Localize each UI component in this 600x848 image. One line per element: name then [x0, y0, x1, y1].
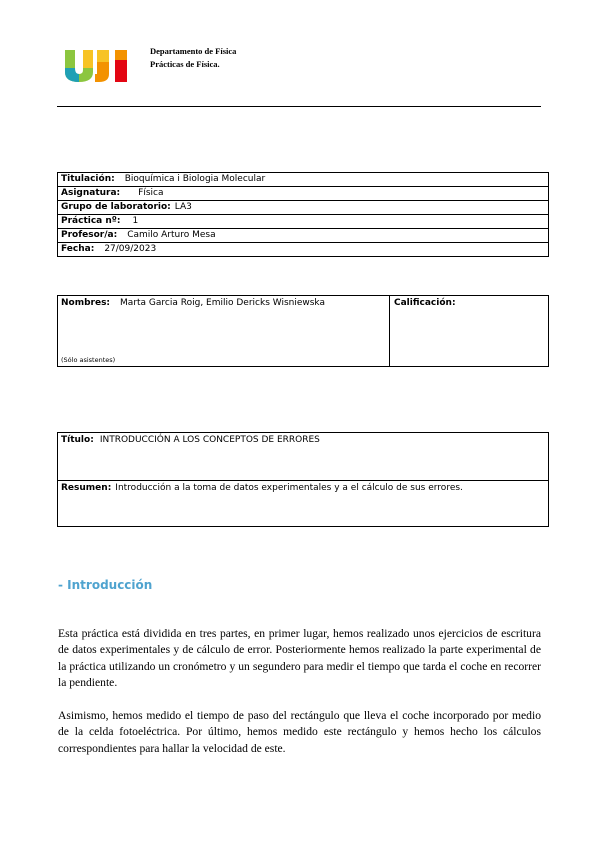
- department-name: Departamento de Física: [150, 46, 237, 56]
- intro-paragraph-1: Esta práctica está dividida en tres partes, en primer lugar, hemos realizado unos ejercicios de escritura de datos experimentales y de cálculo de error. Posteriormente hemos realizado la parte experimental de la práctica utilizando un cronómetro y un segundero para medir el tiempo que tarda el coche en recorrer la pendiente.: [58, 627, 541, 690]
- intro-paragraph-2: Asimismo, hemos medido el tiempo de paso del rectángulo que lleva el coche incorporado por medio de la celda fotoeléctrica. Por último, hemos medido este rectángulo y hemos hecho los cálculos correspondientes para hallar la velocidad de este.: [58, 709, 541, 755]
- summary-value: Introducción a la toma de datos experimentales y a el cálculo de sus errores.: [115, 483, 463, 493]
- students-box: [57, 295, 549, 367]
- names-label: Nombres:: [61, 298, 111, 308]
- department-heading: [150, 45, 236, 71]
- info-row-fecha: Fecha: 27/09/2023: [58, 243, 549, 257]
- section-heading: - Introducción: [58, 578, 153, 592]
- info-row-titulacion: Titulación: Bioquímica i Biologia Molecular: [58, 173, 549, 187]
- course-info-table: [57, 172, 549, 257]
- department-subtitle: Prácticas de Física.: [150, 59, 220, 69]
- summary-label: Resumen:: [61, 483, 112, 493]
- info-row-asignatura: Asignatura: Física: [58, 187, 549, 201]
- info-row-practica: Práctica nº: 1: [58, 215, 549, 229]
- title-value: INTRODUCCIÓN A LOS CONCEPTOS DE ERRORES: [99, 435, 320, 445]
- info-row-profesor: Profesor/a: Camilo Arturo Mesa: [58, 229, 549, 243]
- report-box: [57, 432, 549, 527]
- uji-logo: [63, 48, 133, 84]
- students-cell: [58, 296, 390, 366]
- info-row-grupo: Grupo de laboratorio: LA3: [58, 201, 549, 215]
- header-divider: [57, 106, 541, 107]
- summary-cell: [61, 483, 463, 493]
- grade-label: Calificación:: [394, 298, 456, 308]
- names-value: Marta Garcia Roig, Emilio Dericks Wisniewska: [120, 298, 325, 308]
- attendees-note: (Sólo asistentes): [61, 356, 116, 364]
- title-label: Título:: [61, 435, 94, 445]
- title-cell: [58, 433, 548, 481]
